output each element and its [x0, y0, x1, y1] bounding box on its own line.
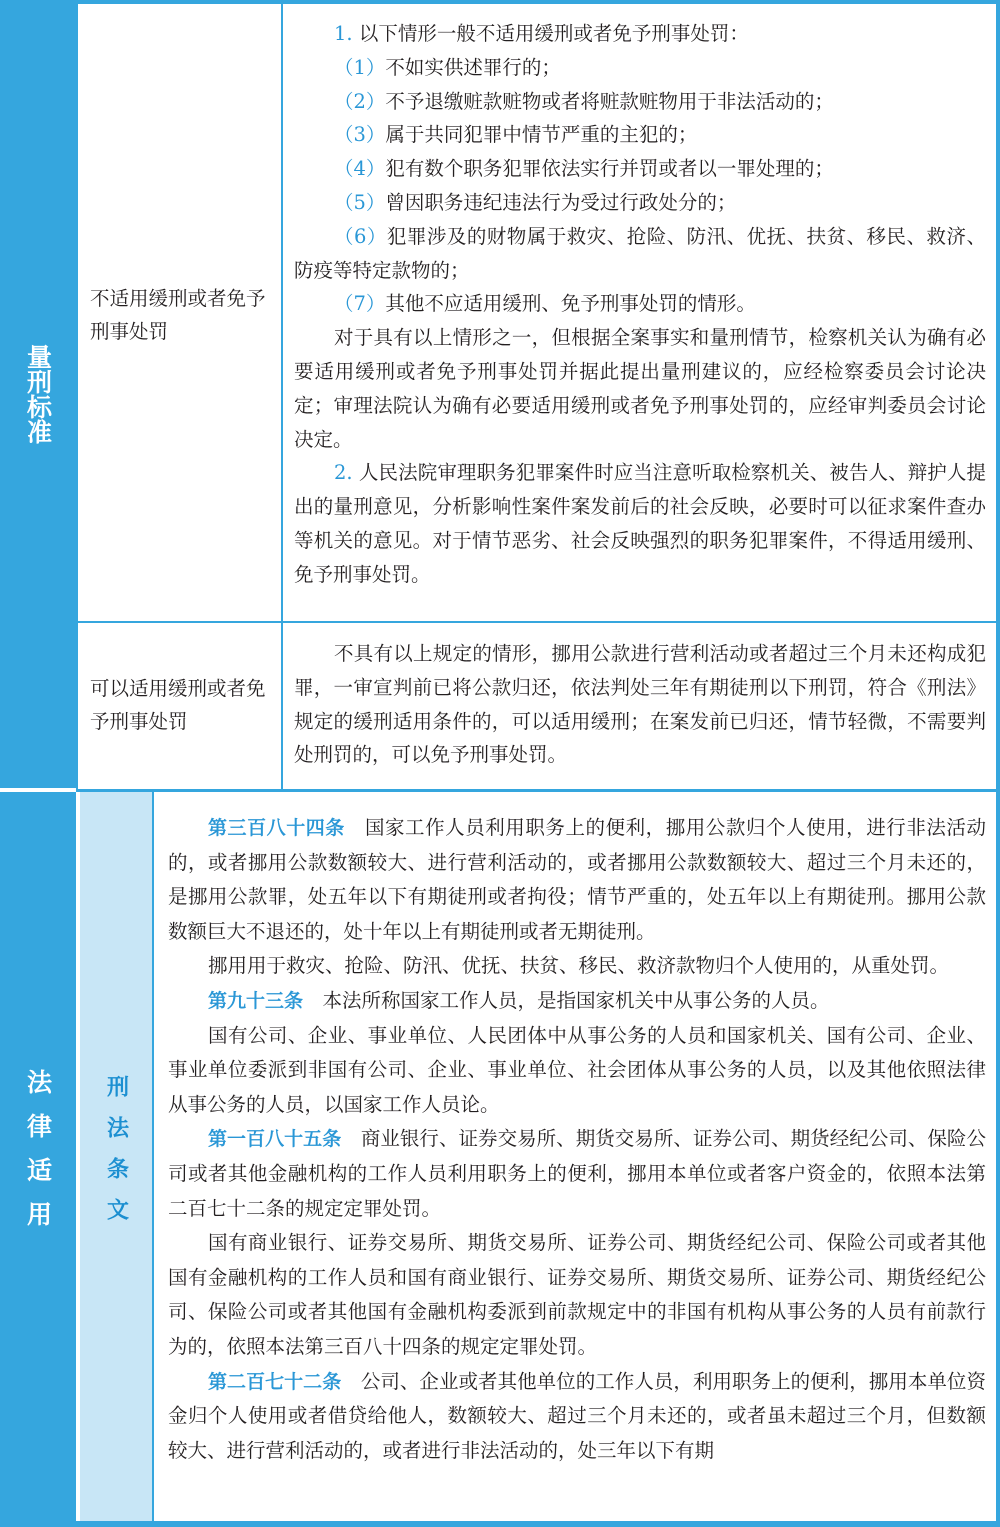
- article-number: 第一百八十五条: [208, 1128, 342, 1151]
- list-item: （4）犯有数个职务犯罪依法实行并罚或者以一罪处理的；: [334, 157, 834, 181]
- law-paragraph: 国有商业银行、证券交易所、期货交易所、证券公司、期货经纪公司、保险公司或者其他国有金融机构的工作人员和国有商业银行、证券交易所、期货交易所、证券公司、期货经纪公司、保险公司或者其他国有金融机构委派到前款规定中的非国有机构从事公务的人员有前款行为的，依照本法第三百八十四条的规定定罪处罚。: [168, 1231, 986, 1358]
- law-paragraph: 挪用用于救灾、抢险、防汛、优抚、扶贫、移民、救济款物归个人使用的，从重处罚。: [208, 954, 950, 978]
- list-item: （2）不予退缴赃款赃物或者将赃款赃物用于非法活动的；: [334, 89, 834, 113]
- law-content: [168, 811, 986, 1468]
- list-item: （1）不如实供述罪行的；: [334, 55, 561, 79]
- category-sentencing: [0, 0, 76, 788]
- frame-top-border: [0, 0, 1000, 4]
- table-left-border: [76, 0, 78, 789]
- paragraph: 2. 人民法院审理职务犯罪案件时应当注意听取检察机关、被告人、辩护人提出的量刑意见，分析影响性案件案发前后的社会反映，必要时可以征求案件查办等机关的意见。对于情节恶劣、社会反映强烈的职务犯罪案件，不得适用缓刑、免予刑事处罚。: [294, 461, 986, 586]
- section-divider-line: [76, 789, 1000, 792]
- table-column-divider: [281, 0, 283, 789]
- frame-right-border: [996, 0, 1000, 1527]
- subcategory-criminal-law: [80, 792, 152, 1522]
- row-content-not-applicable: [294, 17, 986, 592]
- article-number: 第二百七十二条: [208, 1370, 342, 1393]
- law-article: 第九十三条 本法所称国家工作人员，是指国家机关中从事公务的人员。: [208, 988, 830, 1012]
- paragraph: 1. 以下情形一般不适用缓刑或者免予刑事处罚：: [334, 22, 749, 45]
- paragraph: 不具有以上规定的情形，挪用公款进行营利活动或者超过三个月未还构成犯罪，一审宣判前已将公款归还，依法判处三年有期徒刑以下刑罚，符合《刑法》规定的缓刑适用条件的，可以适用缓刑；在案发前已归还，情节轻微，不需要判处刑罚的，可以免予刑事处罚。: [294, 642, 986, 767]
- paragraph: 对于具有以上情形之一，但根据全案事实和量刑情节，检察机关认为确有必要适用缓刑或者免予刑事处罚并据此提出量刑建议的，应经检察委员会讨论决定；审理法院认为确有必要适用缓刑或者免予刑事处罚的，应经审判委员会讨论决定。: [294, 326, 986, 451]
- law-paragraph: 国有公司、企业、事业单位、人民团体中从事公务的人员和国家机关、国有公司、企业、事业单位委派到非国有公司、企业、事业单位、社会团体从事公务的人员，以及其他依照法律从事公务的人员，以国家工作人员论。: [168, 1023, 986, 1116]
- list-item: （5）曾因职务违纪违法行为受过行政处分的；: [334, 190, 737, 214]
- list-item: （7）其他不应适用缓刑、免予刑事处罚的情形。: [334, 292, 756, 316]
- article-number: 第三百八十四条: [208, 817, 345, 839]
- category-sentencing-label: 量刑标准: [23, 344, 53, 444]
- list-item: （6）犯罪涉及的财物属于救灾、抢险、防汛、优抚、扶贫、移民、救济、防疫等特定款物的；: [294, 224, 986, 282]
- subcategory-border: [152, 792, 154, 1522]
- law-article: 第三百八十四条 国家工作人员利用职务上的便利，挪用公款归个人使用，进行非法活动的，或者挪用公款数额较大、进行营利活动的，或者挪用公款数额较大、超过三个月未还的，是挪用公款罪，处五年以下有期徒刑或者拘役；情节严重的，处五年以上有期徒刑。挪用公款数额巨大不退还的，处十年以上有期徒刑或者无期徒刑。: [168, 816, 986, 943]
- article-number: 第九十三条: [208, 989, 304, 1012]
- list-item: （3）属于共同犯罪中情节严重的主犯的；: [334, 123, 698, 147]
- category-law: [0, 792, 76, 1522]
- row-label-applicable: 可以适用缓刑或者免予刑事处罚: [90, 677, 266, 733]
- law-article: 第二百七十二条 公司、企业或者其他单位的工作人员，利用职务上的便利，挪用本单位资金归个人使用或者借贷给他人，数额较大、超过三个月未还的，或者虽未超过三个月，但数额较大、进行营利活动的，或者进行非法活动的，处三年以下有期: [168, 1369, 986, 1462]
- row-content-applicable: [294, 637, 986, 772]
- category-law-label: 法律适用: [23, 1069, 53, 1245]
- subcategory-label: 刑法条文: [103, 1075, 129, 1239]
- frame-bottom-border: [0, 1521, 1000, 1527]
- law-article: 第一百八十五条 商业银行、证券交易所、期货交易所、证券公司、期货经纪公司、保险公司或者其他金融机构的工作人员利用职务上的便利，挪用本单位或者客户资金的，依照本法第二百七十二条的规定定罪处罚。: [168, 1127, 986, 1220]
- table-row-divider: [76, 621, 998, 623]
- row-label-not-applicable: 不适用缓刑或者免予刑事处罚: [90, 287, 266, 343]
